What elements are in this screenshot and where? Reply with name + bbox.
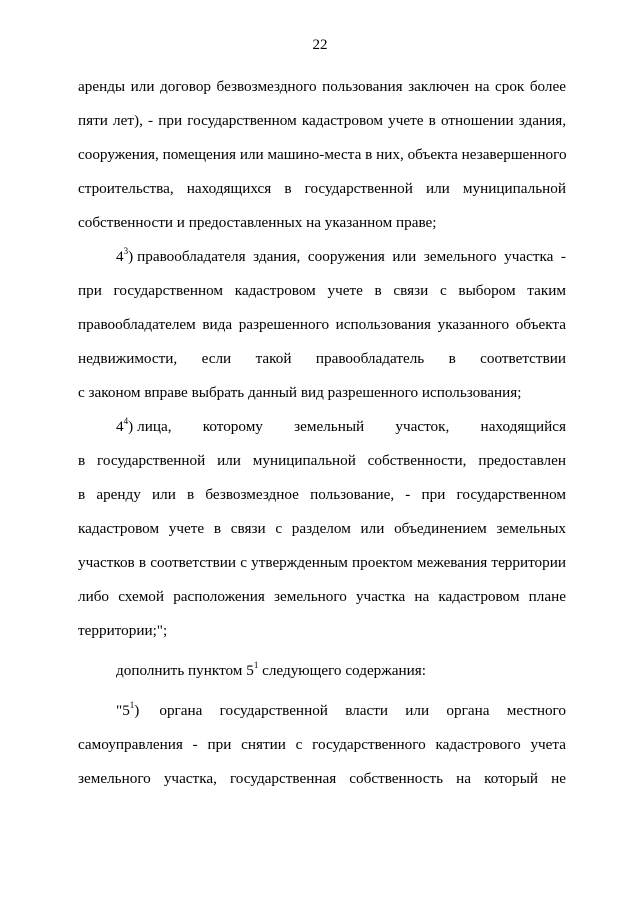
text-line: кадастровом учете в связи с разделом или объединением земельных [78,520,566,537]
text-span: следующего содержания: [262,662,426,679]
paragraph-4-4-first-line [116,417,566,437]
text-line: территории;"; [78,622,168,639]
text-span: дополнить пунктом [116,662,243,679]
page-number: 22 [312,37,328,53]
item-number: $4^4$) [116,416,134,435]
item-number: "$5^1$) [116,700,140,719]
item-number: $4^3$) [116,246,134,265]
text-line: в аренду или в безвозмездное пользование, - при государственном [78,486,566,503]
paragraph-4-3-first-line [116,247,566,267]
text-line: в государственной или муниципальной собственности, предоставлен [78,452,566,469]
text-line: правообладателя здания, сооружения или земельного участка - [137,248,566,265]
text-line: либо схемой расположения земельного участка на кадастровом плане [78,588,566,605]
text-line: строительства, находящихся в государственной или муниципальной [78,180,566,197]
text-line: земельного участка, государственная собственность на который не [78,770,566,787]
amendment-intro-line [116,661,566,681]
text-line: с законом вправе выбрать данный вид разрешенного использования; [78,384,522,401]
text-line: лица, которому земельный участок, находящийся [137,418,566,435]
text-line: органа государственной власти или органа местного [159,702,566,719]
text-line: аренды или договор безвозмездного пользования заключен на срок более [78,78,566,95]
text-line: самоуправления - при снятии с государственного кадастрового учета [78,736,566,753]
item-number: $5^1$ [246,660,259,679]
text-line: пяти лет), - при государственном кадастровом учете в отношении здания, [78,112,566,129]
text-line: сооружения, помещения или машино-места в них, объекта незавершенного [78,146,567,163]
text-line: при государственном кадастровом учете в связи с выбором таким [78,282,566,299]
paragraph-5-1-first-line [116,701,566,721]
text-line: правообладателем вида разрешенного использования указанного объекта [78,316,566,333]
text-line: участков в соответствии с утвержденным проектом межевания территории [78,554,566,571]
text-line: собственности и предоставленных на указанном праве; [78,214,437,231]
text-line: недвижимости, если такой правообладатель в соответствии [78,350,566,367]
